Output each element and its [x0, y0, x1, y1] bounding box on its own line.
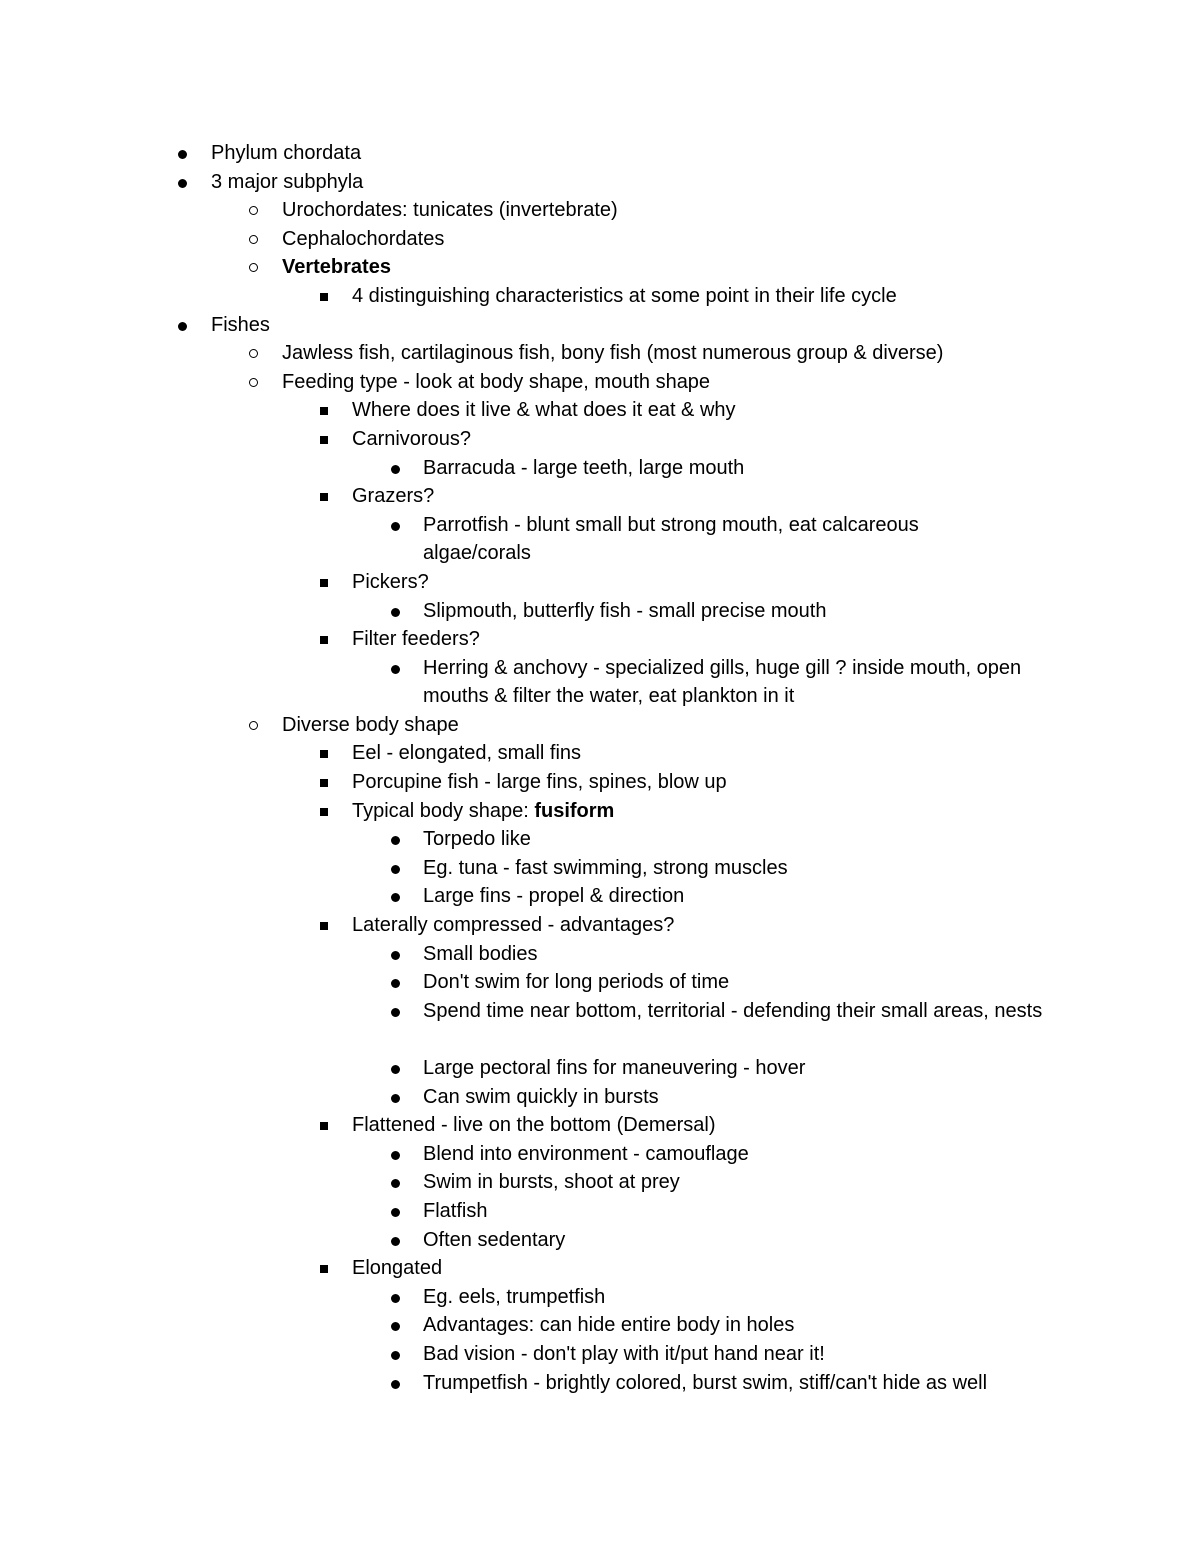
bullet-disc-icon [178, 150, 187, 159]
bullet-disc-icon [391, 1294, 400, 1303]
list-item [0, 511, 1200, 568]
item-text-prefix: Typical body shape: [352, 799, 535, 822]
list-item [0, 825, 1200, 854]
item-text: Eel - elongated, small fins [352, 742, 582, 765]
list-item [0, 1197, 1200, 1226]
bullet-square-icon [320, 779, 328, 787]
item-text: Can swim quickly in bursts [423, 1085, 659, 1108]
bullet-square-icon [320, 808, 328, 816]
bullet-square-icon [320, 493, 328, 501]
bullet-disc-icon [391, 1179, 400, 1188]
bullet-disc-icon [391, 1094, 400, 1103]
bullet-disc-icon [391, 893, 400, 902]
item-text: Laterally compressed - advantages? [352, 914, 675, 937]
bold-term: fusiform [534, 799, 615, 822]
bullet-disc-icon [178, 322, 187, 331]
list-item [0, 368, 1200, 397]
item-text: Feeding type - look at body shape, mouth shape [282, 370, 711, 393]
bullet-disc-icon [391, 1322, 400, 1331]
bullet-disc-icon [391, 1151, 400, 1160]
list-item [0, 1140, 1200, 1169]
list-item [0, 339, 1200, 368]
bullet-square-icon [320, 922, 328, 930]
bullet-square-icon [320, 1122, 328, 1130]
item-text: Phylum chordata [211, 142, 362, 164]
bullet-circle-icon [249, 263, 258, 272]
list-item [0, 1083, 1200, 1112]
list-item [0, 454, 1200, 483]
item-text: Barracuda - large teeth, large mouth [423, 456, 745, 479]
item-text: Eg. tuna - fast swimming, strong muscles [423, 856, 788, 879]
item-text: 3 major subphyla [211, 170, 364, 193]
item-text: Trumpetfish - brightly colored, burst swim, stiff/can't hide as well [423, 1371, 988, 1394]
item-text: Flattened - live on the bottom (Demersal) [352, 1114, 716, 1137]
item-text: Advantages: can hide entire body in holes [423, 1314, 795, 1337]
item-text: 4 distinguishing characteristics at some point in their life cycle [352, 284, 897, 307]
list-item [0, 396, 1200, 425]
list-item [0, 425, 1200, 454]
bullet-disc-icon [391, 665, 400, 674]
bullet-square-icon [320, 636, 328, 644]
list-item [0, 1168, 1200, 1197]
item-text: Don't swim for long periods of time [423, 971, 730, 994]
bullet-disc-icon [391, 951, 400, 960]
list-item [0, 797, 1200, 826]
list-item [0, 1283, 1200, 1312]
list-item [0, 282, 1200, 311]
item-text: Spend time near bottom, territorial - defending their small areas, nests [423, 999, 1043, 1022]
item-text: Flatfish [423, 1199, 488, 1222]
bullet-circle-icon [249, 206, 258, 215]
item-text: Torpedo like [423, 828, 531, 851]
item-text: Carnivorous? [352, 427, 471, 450]
bold-term: Vertebrates [282, 256, 391, 279]
list-item [0, 253, 1200, 282]
bullet-disc-icon [391, 1008, 400, 1017]
list-item [0, 597, 1200, 626]
bullet-disc-icon [391, 836, 400, 845]
bullet-disc-icon [391, 1237, 400, 1246]
list-item [0, 711, 1200, 740]
list-item [0, 1311, 1200, 1340]
item-text: Diverse body shape [282, 713, 459, 736]
item-text: Blend into environment - camouflage [423, 1142, 749, 1165]
list-item [0, 911, 1200, 940]
item-text: Jawless fish, cartilaginous fish, bony fish (most numerous group & diverse) [282, 342, 944, 365]
bullet-circle-icon [249, 378, 258, 387]
list-item [0, 940, 1200, 969]
list-item [0, 968, 1200, 997]
item-text: Swim in bursts, shoot at prey [423, 1171, 680, 1194]
list-item [0, 768, 1200, 797]
bullet-circle-icon [249, 721, 258, 730]
list-item [0, 625, 1200, 654]
bullet-square-icon [320, 293, 328, 301]
list-item [0, 854, 1200, 883]
bullet-disc-icon [391, 608, 400, 617]
list-item [0, 1254, 1200, 1283]
item-text: Small bodies [423, 942, 538, 965]
item-text [352, 797, 614, 826]
item-text: Cephalochordates [282, 227, 445, 250]
list-item [0, 311, 1200, 340]
bullet-square-icon [320, 579, 328, 587]
bullet-square-icon [320, 1265, 328, 1273]
item-text: Where does it live & what does it eat & why [352, 399, 736, 422]
item-text: Large pectoral fins for maneuvering - hover [423, 1057, 806, 1079]
list-item [0, 225, 1200, 254]
list-item [0, 482, 1200, 511]
bullet-square-icon [320, 750, 328, 758]
list-item [0, 168, 1200, 197]
list-item [0, 654, 1200, 711]
item-text: Herring & anchovy - specialized gills, huge gill ? inside mouth, open mouths & filter the water, eat plankton in it [423, 656, 1022, 708]
item-text: Grazers? [352, 485, 435, 508]
list-item [0, 997, 1200, 1054]
bullet-disc-icon [391, 979, 400, 988]
item-text: Large fins - propel & direction [423, 885, 685, 908]
list-item [0, 882, 1200, 911]
bullet-circle-icon [249, 349, 258, 358]
item-text: Parrotfish - blunt small but strong mouth, eat calcareous algae/corals [423, 513, 919, 565]
item-text: Elongated [352, 1257, 443, 1280]
bullet-disc-icon [178, 179, 187, 188]
item-text [282, 253, 391, 282]
list-item [0, 1369, 1200, 1398]
item-text: Eg. eels, trumpetfish [423, 1285, 606, 1308]
list-item [0, 739, 1200, 768]
item-text: Urochordates: tunicates (invertebrate) [282, 199, 618, 222]
item-text: Bad vision - don't play with it/put hand near it! [423, 1342, 825, 1365]
item-text: Fishes [211, 313, 270, 336]
list-item [0, 196, 1200, 225]
list-item [0, 568, 1200, 597]
bullet-disc-icon [391, 865, 400, 874]
item-text: Pickers? [352, 570, 429, 593]
bullet-disc-icon [391, 1351, 400, 1360]
item-text: Filter feeders? [352, 628, 480, 651]
bullet-square-icon [320, 407, 328, 415]
bullet-disc-icon [391, 1380, 400, 1389]
list-item [0, 1340, 1200, 1369]
list-item [0, 1054, 1200, 1083]
item-text: Often sedentary [423, 1228, 566, 1251]
item-text: Porcupine fish - large fins, spines, blow up [352, 771, 727, 794]
bullet-disc-icon [391, 522, 400, 531]
item-text: Slipmouth, butterfly fish - small precise mouth [423, 599, 827, 622]
list-item [0, 139, 1200, 168]
notes-page [0, 139, 1200, 1397]
bullet-circle-icon [249, 235, 258, 244]
bullet-disc-icon [391, 465, 400, 474]
bullet-square-icon [320, 436, 328, 444]
bullet-disc-icon [391, 1065, 400, 1074]
list-item [0, 1111, 1200, 1140]
list-item [0, 1226, 1200, 1255]
bullet-disc-icon [391, 1208, 400, 1217]
